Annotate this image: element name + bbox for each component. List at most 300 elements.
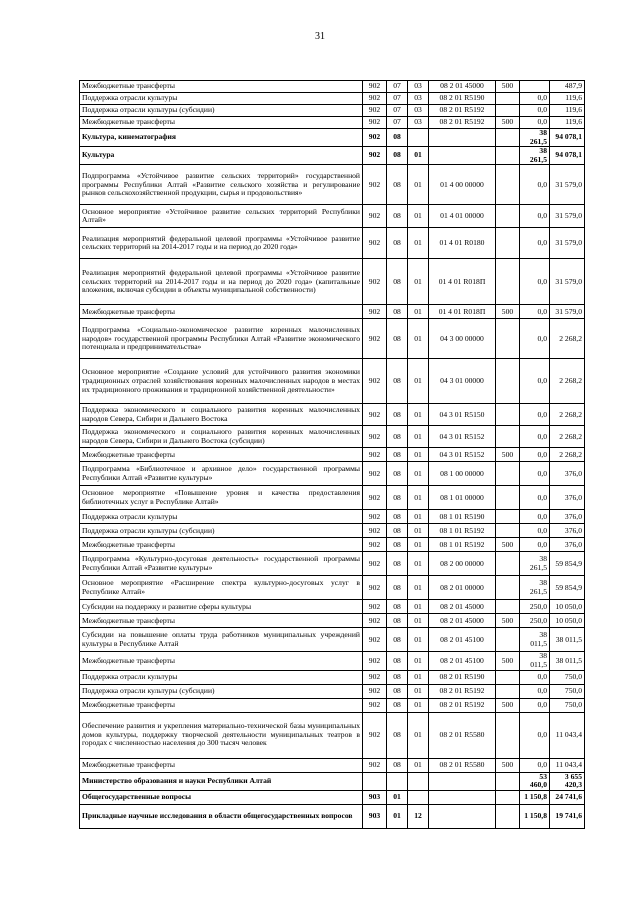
cell-subsection: 01 [408, 712, 429, 758]
cell-amount-2: 119,6 [550, 105, 585, 117]
table-row [80, 538, 585, 552]
cell-subsection: 01 [408, 147, 429, 165]
table-row [80, 486, 585, 510]
table-row [80, 319, 585, 359]
cell-amount-2: 2 268,2 [550, 359, 585, 404]
cell-amount-1: 0,0 [520, 165, 550, 205]
cell-section: 07 [387, 93, 408, 105]
cell-amount-1: 0,0 [520, 426, 550, 448]
table-row [80, 462, 585, 486]
cell-subsection: 01 [408, 359, 429, 404]
table-row [80, 614, 585, 628]
cell-section: 08 [387, 628, 408, 652]
cell-section: 08 [387, 712, 408, 758]
cell-admin-code: 902 [363, 684, 387, 698]
cell-target-article: 01 4 01 00000 [429, 205, 496, 228]
cell-name: Основное мероприятие «Создание условий для устойчивого развития экономики традиционных отраслей хозяйствования коренных малочисленных народов в местах их традиционного проживания и традиционной хозяйственной деятельности» [80, 359, 363, 404]
cell-expense-type [496, 228, 520, 259]
cell-subsection: 01 [408, 698, 429, 712]
cell-name: Обеспечение развития и укрепления материально-технической базы муниципальных домов культуры, поддержку творческой деятельности муниципальных театров в городах с численностью населения до 300 тысяч человек [80, 712, 363, 758]
cell-subsection: 01 [408, 538, 429, 552]
cell-admin-code: 902 [363, 319, 387, 359]
cell-target-article: 01 4 01 R0180 [429, 228, 496, 259]
cell-section: 08 [387, 165, 408, 205]
cell-amount-1: 0,0 [520, 319, 550, 359]
cell-admin-code: 902 [363, 259, 387, 305]
cell-subsection: 12 [408, 804, 429, 828]
cell-amount-2: 31 579,0 [550, 228, 585, 259]
table-row [80, 404, 585, 426]
cell-subsection: 03 [408, 117, 429, 129]
cell-expense-type [496, 404, 520, 426]
cell-admin-code: 902 [363, 81, 387, 93]
cell-amount-1: 0,0 [520, 524, 550, 538]
cell-amount-2: 2 268,2 [550, 448, 585, 462]
cell-amount-1: 0,0 [520, 698, 550, 712]
cell-amount-1: 53 460,0 [520, 772, 550, 790]
cell-target-article: 04 3 00 00000 [429, 319, 496, 359]
cell-admin-code: 903 [363, 790, 387, 804]
table-row [80, 448, 585, 462]
cell-amount-2: 376,0 [550, 538, 585, 552]
cell-admin-code: 902 [363, 758, 387, 772]
table-row [80, 600, 585, 614]
cell-section: 08 [387, 359, 408, 404]
cell-amount-2: 10 050,0 [550, 614, 585, 628]
cell-subsection: 01 [408, 319, 429, 359]
cell-section: 08 [387, 319, 408, 359]
cell-section: 08 [387, 524, 408, 538]
table-row [80, 81, 585, 93]
cell-name: Основное мероприятие «Расширение спектра культурно-досуговых услуг в Республике Алтай» [80, 576, 363, 600]
cell-expense-type [496, 105, 520, 117]
cell-expense-type: 500 [496, 698, 520, 712]
table-row [80, 228, 585, 259]
cell-target-article: 08 2 01 45100 [429, 628, 496, 652]
cell-expense-type: 500 [496, 652, 520, 670]
cell-target-article: 08 2 01 45000 [429, 600, 496, 614]
cell-target-article: 04 3 01 R5150 [429, 404, 496, 426]
cell-name: Поддержка отрасли культуры [80, 510, 363, 524]
cell-expense-type: 500 [496, 117, 520, 129]
cell-expense-type [496, 576, 520, 600]
cell-amount-2: 376,0 [550, 524, 585, 538]
cell-admin-code: 902 [363, 614, 387, 628]
cell-expense-type: 500 [496, 448, 520, 462]
cell-expense-type [496, 165, 520, 205]
cell-name: Межбюджетные трансферты [80, 652, 363, 670]
cell-target-article: 08 2 01 R5190 [429, 670, 496, 684]
cell-admin-code: 902 [363, 600, 387, 614]
cell-amount-1: 0,0 [520, 404, 550, 426]
cell-amount-1: 0,0 [520, 448, 550, 462]
cell-subsection: 01 [408, 165, 429, 205]
cell-subsection: 01 [408, 228, 429, 259]
cell-expense-type [496, 804, 520, 828]
cell-admin-code: 902 [363, 105, 387, 117]
cell-admin-code: 902 [363, 117, 387, 129]
cell-target-article [429, 804, 496, 828]
cell-expense-type [496, 670, 520, 684]
cell-expense-type: 500 [496, 81, 520, 93]
cell-amount-2: 376,0 [550, 486, 585, 510]
cell-amount-2: 487,9 [550, 81, 585, 93]
table-body [80, 81, 585, 829]
cell-section: 08 [387, 305, 408, 319]
cell-subsection: 03 [408, 81, 429, 93]
cell-amount-2: 59 854,9 [550, 576, 585, 600]
cell-section: 08 [387, 448, 408, 462]
cell-subsection: 01 [408, 576, 429, 600]
cell-section: 08 [387, 684, 408, 698]
cell-amount-2: 59 854,9 [550, 552, 585, 576]
table-row [80, 698, 585, 712]
cell-target-article [429, 790, 496, 804]
cell-amount-1: 250,0 [520, 600, 550, 614]
cell-amount-1: 0,0 [520, 684, 550, 698]
cell-admin-code: 902 [363, 628, 387, 652]
cell-name: Общегосударственные вопросы [80, 790, 363, 804]
cell-target-article: 08 2 01 R5192 [429, 117, 496, 129]
cell-admin-code: 902 [363, 426, 387, 448]
cell-expense-type [496, 205, 520, 228]
cell-amount-2: 376,0 [550, 462, 585, 486]
cell-subsection [408, 772, 429, 790]
cell-section: 08 [387, 147, 408, 165]
cell-target-article: 08 2 01 R5192 [429, 698, 496, 712]
cell-name: Межбюджетные трансферты [80, 305, 363, 319]
cell-name: Основное мероприятие «Повышение уровня и качества предоставления библиотечных услуг в Республике Алтай» [80, 486, 363, 510]
cell-amount-1: 38 011,5 [520, 628, 550, 652]
cell-subsection: 01 [408, 758, 429, 772]
cell-target-article: 08 2 01 00000 [429, 576, 496, 600]
cell-target-article: 01 4 01 R018П [429, 259, 496, 305]
cell-section: 07 [387, 117, 408, 129]
cell-target-article [429, 772, 496, 790]
cell-amount-1: 38 261,5 [520, 129, 550, 147]
cell-name: Основное мероприятие «Устойчивое развитие сельских территорий Республики Алтай» [80, 205, 363, 228]
cell-admin-code: 902 [363, 652, 387, 670]
cell-target-article: 08 1 01 R5192 [429, 538, 496, 552]
cell-expense-type [496, 129, 520, 147]
cell-amount-2: 94 078,1 [550, 147, 585, 165]
cell-amount-2: 2 268,2 [550, 319, 585, 359]
cell-admin-code: 902 [363, 205, 387, 228]
cell-name: Межбюджетные трансферты [80, 758, 363, 772]
cell-section: 08 [387, 259, 408, 305]
cell-expense-type: 500 [496, 758, 520, 772]
cell-subsection: 01 [408, 404, 429, 426]
cell-section: 07 [387, 105, 408, 117]
cell-amount-2: 24 741,6 [550, 790, 585, 804]
cell-amount-2: 11 043,4 [550, 712, 585, 758]
cell-subsection [408, 790, 429, 804]
cell-admin-code: 902 [363, 510, 387, 524]
table-row [80, 652, 585, 670]
table-row [80, 628, 585, 652]
cell-name: Поддержка экономического и социального развития коренных малочисленных народов Севера, Сибири и Дальнего Востока (субсидии) [80, 426, 363, 448]
cell-name: Межбюджетные трансферты [80, 538, 363, 552]
cell-section: 08 [387, 552, 408, 576]
cell-target-article: 08 2 01 R5580 [429, 712, 496, 758]
cell-section: 08 [387, 462, 408, 486]
cell-target-article: 04 3 01 R5152 [429, 426, 496, 448]
cell-name: Подпрограмма «Библиотечное и архивное дело» государственной программы Республики Алтай «Развитие культуры» [80, 462, 363, 486]
cell-expense-type [496, 259, 520, 305]
cell-amount-1: 0,0 [520, 105, 550, 117]
cell-expense-type [496, 600, 520, 614]
cell-subsection: 01 [408, 652, 429, 670]
cell-name: Субсидии на поддержку и развитие сферы культуры [80, 600, 363, 614]
cell-expense-type [496, 712, 520, 758]
cell-name: Поддержка отрасли культуры [80, 93, 363, 105]
cell-expense-type: 500 [496, 538, 520, 552]
cell-amount-1: 0,0 [520, 758, 550, 772]
cell-subsection: 01 [408, 426, 429, 448]
cell-admin-code: 902 [363, 359, 387, 404]
cell-expense-type [496, 319, 520, 359]
table-row [80, 684, 585, 698]
cell-admin-code: 902 [363, 670, 387, 684]
cell-name: Межбюджетные трансферты [80, 81, 363, 93]
cell-expense-type [496, 772, 520, 790]
cell-admin-code: 902 [363, 228, 387, 259]
cell-amount-1: 0,0 [520, 462, 550, 486]
cell-amount-2: 119,6 [550, 93, 585, 105]
cell-name: Поддержка отрасли культуры (субсидии) [80, 684, 363, 698]
cell-admin-code: 902 [363, 576, 387, 600]
cell-amount-1: 1 150,8 [520, 804, 550, 828]
cell-expense-type [496, 684, 520, 698]
table-row [80, 510, 585, 524]
cell-target-article: 04 3 01 00000 [429, 359, 496, 404]
cell-section [387, 772, 408, 790]
cell-expense-type [496, 524, 520, 538]
cell-subsection: 01 [408, 510, 429, 524]
cell-expense-type: 500 [496, 305, 520, 319]
table-row [80, 804, 585, 828]
cell-admin-code: 902 [363, 538, 387, 552]
cell-amount-1: 0,0 [520, 93, 550, 105]
cell-section: 08 [387, 652, 408, 670]
table-row [80, 105, 585, 117]
cell-expense-type [496, 628, 520, 652]
cell-subsection: 01 [408, 259, 429, 305]
cell-amount-1: 38 261,5 [520, 147, 550, 165]
table-row [80, 117, 585, 129]
table-row [80, 712, 585, 758]
cell-section: 08 [387, 404, 408, 426]
cell-name: Межбюджетные трансферты [80, 614, 363, 628]
cell-section: 08 [387, 228, 408, 259]
cell-name: Межбюджетные трансферты [80, 698, 363, 712]
cell-subsection: 01 [408, 205, 429, 228]
cell-name: Подпрограмма «Социально-экономическое развитие коренных малочисленных народов» государственной программы Республики Алтай «Развитие экономического потенциала и предпринимательства» [80, 319, 363, 359]
cell-amount-1: 1 150,8 [520, 790, 550, 804]
cell-amount-1: 0,0 [520, 510, 550, 524]
page-number: 31 [315, 31, 325, 42]
cell-amount-1: 0,0 [520, 670, 550, 684]
cell-amount-2: 38 011,5 [550, 652, 585, 670]
cell-amount-2: 10 050,0 [550, 600, 585, 614]
table-row [80, 305, 585, 319]
cell-amount-2: 119,6 [550, 117, 585, 129]
cell-name: Межбюджетные трансферты [80, 117, 363, 129]
cell-subsection [408, 129, 429, 147]
cell-subsection: 01 [408, 670, 429, 684]
cell-name: Культура, кинематография [80, 129, 363, 147]
cell-amount-2: 750,0 [550, 698, 585, 712]
table-row [80, 524, 585, 538]
cell-section: 08 [387, 538, 408, 552]
cell-target-article: 08 2 01 R5190 [429, 93, 496, 105]
cell-amount-1: 0,0 [520, 538, 550, 552]
cell-amount-2: 750,0 [550, 670, 585, 684]
cell-amount-2: 31 579,0 [550, 165, 585, 205]
cell-admin-code: 902 [363, 147, 387, 165]
cell-subsection: 01 [408, 462, 429, 486]
cell-section: 01 [387, 790, 408, 804]
cell-target-article: 08 1 01 00000 [429, 486, 496, 510]
cell-amount-2: 31 579,0 [550, 205, 585, 228]
cell-section: 08 [387, 510, 408, 524]
cell-target-article: 01 4 01 R018П [429, 305, 496, 319]
cell-subsection: 03 [408, 105, 429, 117]
table-row [80, 772, 585, 790]
cell-section: 08 [387, 576, 408, 600]
cell-expense-type [496, 147, 520, 165]
cell-amount-1: 38 261,5 [520, 552, 550, 576]
cell-name: Подпрограмма «Устойчивое развитие сельских территорий» государственной программы Республики Алтай «Развитие сельского хозяйства и регулирование рынков сельскохозяйственной продукции, сырья и продовольствия» [80, 165, 363, 205]
cell-target-article: 08 2 01 45000 [429, 81, 496, 93]
cell-amount-1: 0,0 [520, 259, 550, 305]
cell-amount-2: 3 655 420,3 [550, 772, 585, 790]
cell-amount-2: 19 741,6 [550, 804, 585, 828]
cell-subsection: 03 [408, 93, 429, 105]
cell-admin-code: 902 [363, 524, 387, 538]
cell-target-article: 04 3 01 R5152 [429, 448, 496, 462]
table-row [80, 165, 585, 205]
cell-expense-type [496, 462, 520, 486]
cell-admin-code: 902 [363, 448, 387, 462]
cell-section: 08 [387, 698, 408, 712]
cell-name: Культура [80, 147, 363, 165]
table-row [80, 147, 585, 165]
cell-admin-code: 902 [363, 93, 387, 105]
cell-admin-code: 902 [363, 129, 387, 147]
cell-target-article: 08 2 01 R5192 [429, 105, 496, 117]
cell-target-article [429, 129, 496, 147]
cell-section: 08 [387, 426, 408, 448]
cell-section: 08 [387, 614, 408, 628]
cell-section: 08 [387, 205, 408, 228]
cell-amount-2: 376,0 [550, 510, 585, 524]
table-row [80, 552, 585, 576]
cell-target-article: 08 2 01 45000 [429, 614, 496, 628]
cell-admin-code: 902 [363, 165, 387, 205]
cell-name: Поддержка отрасли культуры (субсидии) [80, 105, 363, 117]
cell-name: Межбюджетные трансферты [80, 448, 363, 462]
cell-name: Реализация мероприятий федеральной целевой программы «Устойчивое развитие сельских территорий на 2014-2017 годы и на период до 2020 года» [80, 228, 363, 259]
cell-amount-1: 0,0 [520, 205, 550, 228]
cell-subsection: 01 [408, 628, 429, 652]
cell-admin-code: 902 [363, 552, 387, 576]
cell-expense-type [496, 426, 520, 448]
cell-admin-code: 902 [363, 462, 387, 486]
cell-subsection: 01 [408, 614, 429, 628]
cell-subsection: 01 [408, 448, 429, 462]
cell-expense-type [496, 552, 520, 576]
cell-section: 08 [387, 758, 408, 772]
cell-name: Поддержка экономического и социального развития коренных малочисленных народов Севера, Сибири и Дальнего Востока [80, 404, 363, 426]
cell-admin-code [363, 772, 387, 790]
cell-subsection: 01 [408, 305, 429, 319]
table-row [80, 93, 585, 105]
cell-name: Субсидии на повышение оплаты труда работников муниципальных учреждений культуры в Республике Алтай [80, 628, 363, 652]
cell-section: 08 [387, 129, 408, 147]
cell-admin-code: 902 [363, 486, 387, 510]
cell-amount-1: 0,0 [520, 359, 550, 404]
cell-amount-1: 250,0 [520, 614, 550, 628]
cell-amount-1: 0,0 [520, 486, 550, 510]
table-row [80, 670, 585, 684]
cell-target-article: 08 1 00 00000 [429, 462, 496, 486]
cell-name: Подпрограмма «Культурно-досуговая деятельность» государственной программы Республики Алтай «Развитие культуры» [80, 552, 363, 576]
cell-expense-type: 500 [496, 614, 520, 628]
cell-expense-type [496, 93, 520, 105]
cell-target-article: 08 2 00 00000 [429, 552, 496, 576]
cell-admin-code: 902 [363, 404, 387, 426]
cell-subsection: 01 [408, 552, 429, 576]
cell-amount-1: 0,0 [520, 228, 550, 259]
cell-admin-code: 902 [363, 305, 387, 319]
table-row [80, 259, 585, 305]
cell-section: 08 [387, 486, 408, 510]
cell-expense-type [496, 510, 520, 524]
cell-expense-type [496, 790, 520, 804]
cell-amount-1 [520, 81, 550, 93]
cell-amount-2: 11 043,4 [550, 758, 585, 772]
cell-admin-code: 903 [363, 804, 387, 828]
cell-amount-1: 38 261,5 [520, 576, 550, 600]
cell-amount-2: 750,0 [550, 684, 585, 698]
table-row [80, 758, 585, 772]
cell-target-article [429, 147, 496, 165]
cell-name: Поддержка отрасли культуры [80, 670, 363, 684]
cell-admin-code: 902 [363, 712, 387, 758]
cell-subsection: 01 [408, 684, 429, 698]
cell-section: 07 [387, 81, 408, 93]
table-row [80, 205, 585, 228]
cell-subsection: 01 [408, 524, 429, 538]
cell-amount-2: 2 268,2 [550, 404, 585, 426]
cell-target-article: 08 1 01 R5190 [429, 510, 496, 524]
cell-target-article: 01 4 00 00000 [429, 165, 496, 205]
cell-section: 01 [387, 804, 408, 828]
cell-section: 08 [387, 600, 408, 614]
cell-subsection: 01 [408, 486, 429, 510]
cell-amount-1: 0,0 [520, 712, 550, 758]
table-row [80, 790, 585, 804]
cell-target-article: 08 2 01 R5580 [429, 758, 496, 772]
cell-admin-code: 902 [363, 698, 387, 712]
cell-amount-2: 31 579,0 [550, 259, 585, 305]
cell-expense-type [496, 359, 520, 404]
cell-amount-1: 0,0 [520, 305, 550, 319]
cell-amount-2: 2 268,2 [550, 426, 585, 448]
cell-subsection: 01 [408, 600, 429, 614]
cell-section: 08 [387, 670, 408, 684]
